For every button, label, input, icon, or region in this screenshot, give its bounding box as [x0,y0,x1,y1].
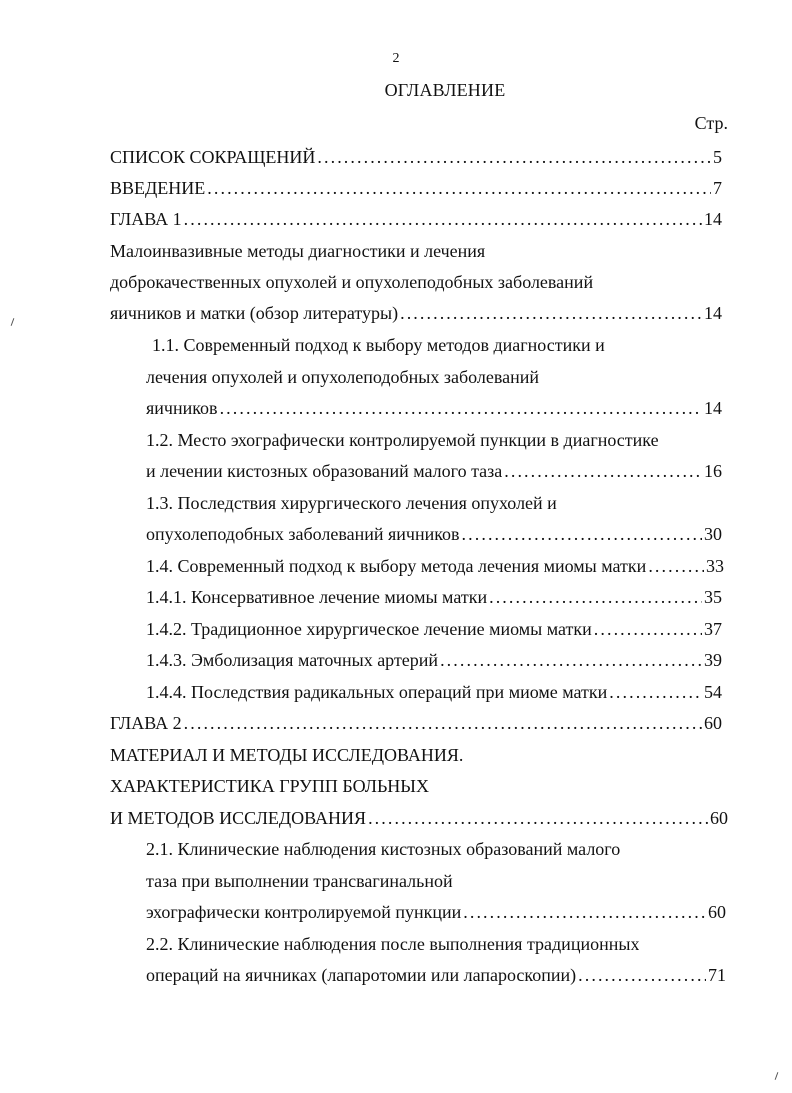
toc-leader-dots [594,616,702,642]
toc-section-1-2-line: 1.2. Место эхографически контролируемой пункции в диагностике [146,430,659,450]
toc-entry-text: ГЛАВА 1 [110,209,182,229]
toc-section-1-3-last [146,521,722,547]
toc-entry-page: 14 [704,209,722,229]
toc-entry-text: эхографически контролируемой пункции [146,902,462,922]
toc-entry-page: 60 [708,902,726,922]
toc-entry-page: 60 [710,808,728,828]
toc-section-1-4-2 [146,616,722,642]
toc-leader-dots [609,679,702,705]
toc-section-2-1-line: 2.1. Клинические наблюдения кистозных образований малого [146,839,621,859]
toc-section-1-1-last [146,395,722,421]
toc-entry-page: 14 [704,303,722,323]
toc-section-1-1-line: 1.1. Современный подход к выбору методов диагностики и [152,335,605,355]
toc-leader-dots [184,710,702,736]
toc-entry-text: 1.4.1. Консервативное лечение миомы матки [146,587,488,607]
toc-entry-text: опухолеподобных заболеваний яичников [146,524,460,544]
toc-entry-page: 7 [713,178,722,198]
toc-entry-page: 54 [704,682,722,702]
toc-entry-page: 35 [704,587,722,607]
toc-section-2-1-last [146,899,726,925]
toc-entry-page: 60 [704,713,722,733]
toc-section-1-4-4 [146,679,722,705]
toc-chapter-1-title-last [110,300,722,326]
toc-entry-text: ВВЕДЕНИЕ [110,178,206,198]
toc-section-1-4 [146,553,724,579]
page-column-label: Стр. [694,113,728,133]
toc-leader-dots [317,144,711,170]
toc-leader-dots [220,395,702,421]
toc-leader-dots [440,647,702,673]
toc-section-1-3-line: 1.3. Последствия хирургического лечения опухолей и [146,493,557,513]
toc-chapter-1-heading [110,206,722,232]
scan-mark [775,1072,779,1080]
toc-chapter-1-title-line: Малоинвазивные методы диагностики и лечения [110,241,486,261]
toc-entry-abbreviations [110,144,722,170]
toc-entry-page: 30 [704,524,722,544]
toc-leader-dots [400,300,702,326]
toc-entry-text: 1.4.3. Эмболизация маточных артерий [146,650,439,670]
toc-chapter-2-heading [110,710,722,736]
toc-entry-text: и лечении кистозных образований малого таза [146,461,503,481]
toc-entry-text: 1.4. Современный подход к выбору метода лечения миомы матки [146,556,647,576]
toc-entry-introduction [110,175,722,201]
toc-entry-text: 1.4.2. Традиционное хирургическое лечение миомы матки [146,619,592,639]
toc-entry-text: И МЕТОДОВ ИССЛЕДОВАНИЯ [110,808,367,828]
toc-section-1-1-line: лечения опухолей и опухолеподобных заболеваний [146,367,540,387]
toc-entry-text: ГЛАВА 2 [110,713,182,733]
toc-leader-dots [463,899,706,925]
toc-entry-text: 1.4.4. Последствия радикальных операций при миоме матки [146,682,608,702]
toc-chapter-2-title-line: МАТЕРИАЛ И МЕТОДЫ ИССЛЕДОВАНИЯ. [110,745,464,765]
toc-entry-text: яичников и матки (обзор литературы) [110,303,399,323]
toc-entry-page: 37 [704,619,722,639]
toc-section-2-1-line: таза при выполнении трансвагинальной [146,871,453,891]
toc-section-1-2-last [146,458,722,484]
toc-leader-dots [207,175,711,201]
toc-entry-page: 39 [704,650,722,670]
toc-entry-page: 33 [706,556,724,576]
toc-section-2-2-line: 2.2. Клинические наблюдения после выполнения традиционных [146,934,640,954]
toc-entry-text: яичников [146,398,218,418]
toc-leader-dots [368,805,708,831]
toc-entry-page: 14 [704,398,722,418]
toc-leader-dots [462,521,702,547]
toc-leader-dots [184,206,702,232]
toc-leader-dots [578,962,706,988]
toc-entry-page: 71 [708,965,726,985]
page-number: 2 [392,51,400,66]
toc-section-1-4-3 [146,647,722,673]
toc-section-1-4-1 [146,584,722,610]
toc-section-2-2-last [146,962,726,988]
toc-entry-page: 16 [704,461,722,481]
toc-entry-page: 5 [713,147,722,167]
toc-chapter-2-title-line: ХАРАКТЕРИСТИКА ГРУПП БОЛЬНЫХ [110,776,429,796]
toc-entry-text: СПИСОК СОКРАЩЕНИЙ [110,147,316,167]
scan-mark [11,318,15,326]
document-title: ОГЛАВЛЕНИЕ [384,80,506,100]
toc-entry-text: операций на яичниках (лапаротомии или лапароскопии) [146,965,577,985]
toc-leader-dots [489,584,702,610]
toc-leader-dots [504,458,702,484]
toc-leader-dots [648,553,704,579]
toc-chapter-2-title-last [110,805,728,831]
toc-chapter-1-title-line: доброкачественных опухолей и опухолеподобных заболеваний [110,272,594,292]
